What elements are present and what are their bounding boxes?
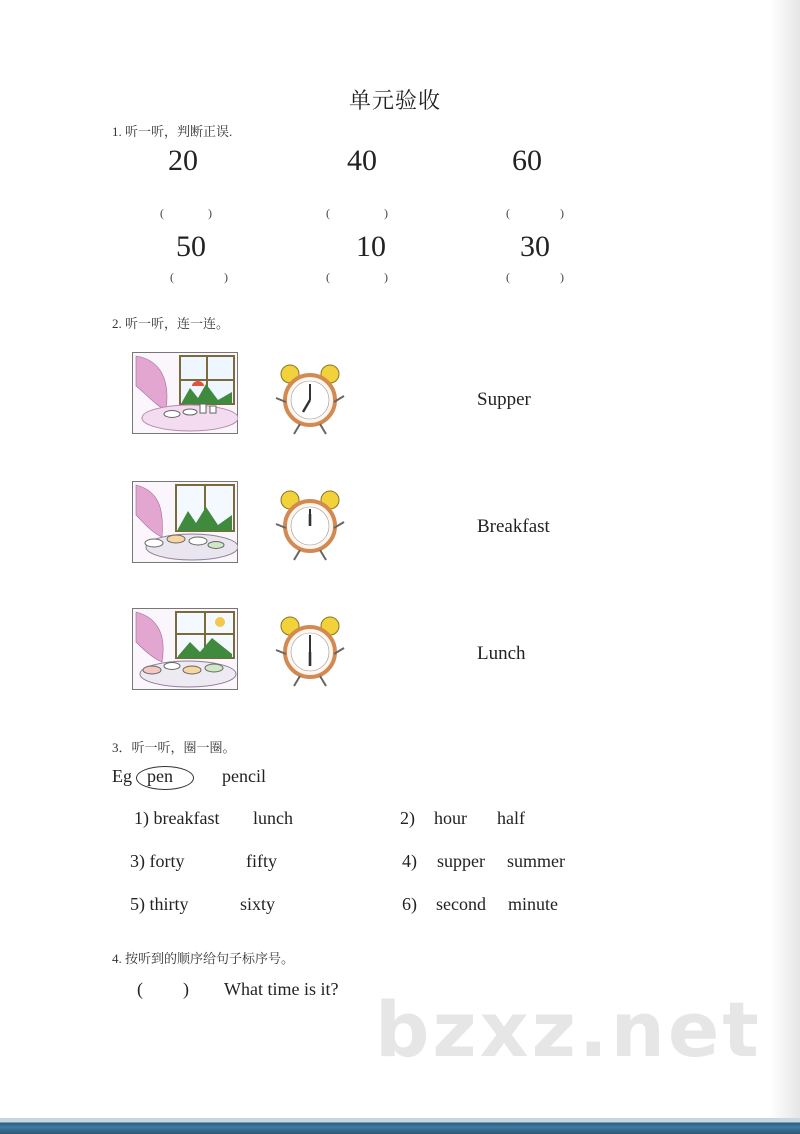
q3-item-2-option-b[interactable]: half <box>497 808 525 828</box>
q1-number: 10 <box>356 230 386 263</box>
watermark: bzxz.net <box>375 985 762 1074</box>
q1-answer-blank[interactable] <box>160 206 212 221</box>
q3-item-4-number: 4) <box>402 851 417 871</box>
q3-item-2-option-a[interactable]: hour <box>434 808 467 828</box>
lunch-table-scene[interactable] <box>132 608 238 690</box>
paren-open: ( <box>506 206 510 220</box>
q3-item-6-option-a[interactable]: second <box>436 894 486 914</box>
q3-item-3-option-b[interactable]: fifty <box>246 851 277 871</box>
alarm-clock-12-oclock[interactable] <box>272 488 350 564</box>
q3-item-3-option-a[interactable]: 3) forty <box>130 851 185 871</box>
paren-open: ( <box>326 206 330 220</box>
q3-item-1-option-b[interactable]: lunch <box>253 808 293 828</box>
paren-open: ( <box>137 979 143 999</box>
q1-number: 60 <box>512 144 542 177</box>
dinner-table-scene[interactable] <box>132 481 238 563</box>
q1-answer-blank[interactable] <box>506 206 564 221</box>
paren-close: ) <box>560 206 564 220</box>
q2-heading: 2. 听一听，连一连。 <box>112 316 230 331</box>
meal-label-lunch[interactable]: Lunch <box>477 643 526 664</box>
q4-heading: 4. 按听到的顺序给句子标序号。 <box>112 951 295 966</box>
paren-open: ( <box>326 270 330 284</box>
q3-item-6-number: 6) <box>402 894 417 914</box>
q1-heading: 1. 听一听，判断正误. <box>112 124 233 139</box>
paren-open: ( <box>506 270 510 284</box>
q4-answer-blank[interactable] <box>137 979 189 1000</box>
q1-answer-blank[interactable] <box>326 206 388 221</box>
paren-close: ) <box>224 270 228 284</box>
paren-close: ) <box>183 979 189 999</box>
worksheet-title: 单元验收 <box>348 88 441 113</box>
breakfast-table-scene[interactable] <box>132 352 238 434</box>
q1-number: 40 <box>347 144 377 177</box>
q3-heading: 3．听一听，圈一圈。 <box>112 740 236 755</box>
page-edge-shadow <box>770 0 800 1134</box>
q3-item-5-option-b[interactable]: sixty <box>240 894 276 914</box>
page-footer-bar <box>0 1118 800 1134</box>
q1-answer-blank[interactable] <box>326 270 388 285</box>
paren-close: ) <box>384 270 388 284</box>
q3-example-other-word: pencil <box>222 766 266 786</box>
paren-open: ( <box>170 270 174 284</box>
alarm-clock-7-oclock[interactable] <box>272 362 350 438</box>
q3-item-1-option-a[interactable]: 1) breakfast <box>134 808 220 828</box>
q3-item-4-option-b[interactable]: summer <box>507 851 565 871</box>
paren-close: ) <box>208 206 212 220</box>
meal-label-breakfast[interactable]: Breakfast <box>477 516 550 537</box>
meal-label-supper[interactable]: Supper <box>477 389 531 410</box>
q3-item-4-option-a[interactable]: supper <box>437 851 485 871</box>
q4-sentence: What time is it? <box>224 979 339 999</box>
paren-open: ( <box>160 206 164 220</box>
q1-answer-blank[interactable] <box>506 270 564 285</box>
q1-number: 20 <box>168 144 198 177</box>
q3-example-circled-word: pen <box>147 766 173 786</box>
q3-item-6-option-b[interactable]: minute <box>508 894 558 914</box>
paren-close: ) <box>384 206 388 220</box>
q3-item-5-option-a[interactable]: 5) thirty <box>130 894 189 914</box>
q1-number: 30 <box>520 230 550 263</box>
paren-close: ) <box>560 270 564 284</box>
alarm-clock-6-oclock[interactable] <box>272 614 350 690</box>
q1-number: 50 <box>176 230 206 263</box>
q1-answer-blank[interactable] <box>170 270 228 285</box>
q3-example-label: Eg <box>112 766 132 786</box>
q3-item-2-number: 2) <box>400 808 415 828</box>
